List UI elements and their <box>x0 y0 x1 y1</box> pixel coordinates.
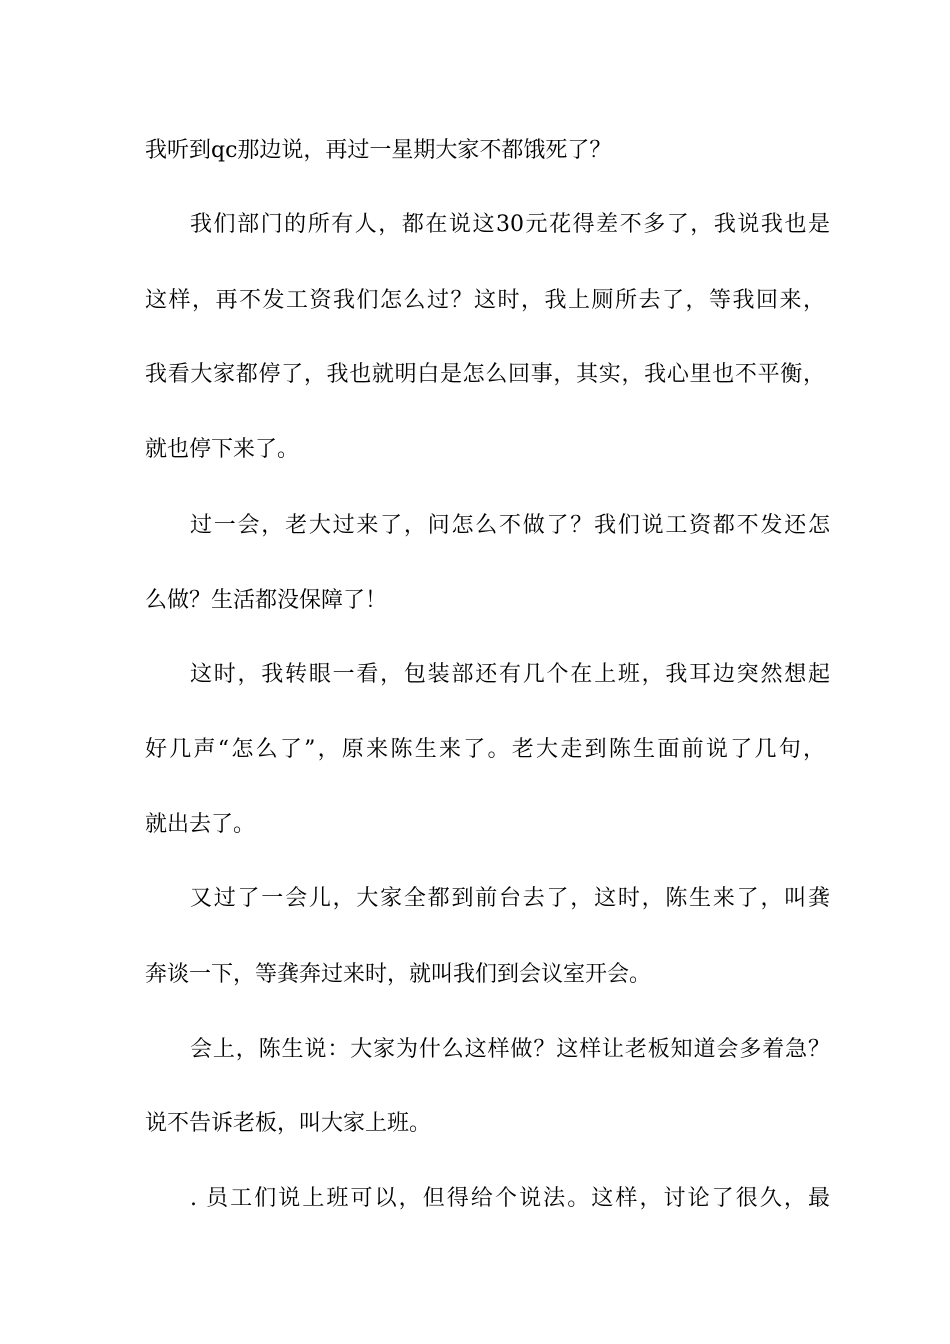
paragraph-first-line: 过一会，老大过来了，问怎么不做了？我们说工资都不发还怎 <box>190 513 830 538</box>
paragraph-first-line: 又过了一会儿，大家全都到前台去了，这时，陈生来了，叫龚 <box>190 886 830 911</box>
text-line: 我听到qc那边说，再过一星期大家不都饿死了？ <box>145 138 612 163</box>
text-line: 这样，再不发工资我们怎么过？这时，我上厕所去了，等我回来， <box>145 288 825 313</box>
paragraph-first-line: . 员工们说上班可以，但得给个说法。这样，讨论了很久，最 <box>190 1186 830 1211</box>
text-line: 么做？生活都没保障了！ <box>145 588 388 613</box>
text-line: 就也停下来了。 <box>145 437 300 462</box>
text-line: 说不告诉老板，叫大家上班。 <box>145 1111 432 1136</box>
text-line: 我看大家都停了，我也就明白是怎么回事，其实，我心里也不平衡， <box>145 362 825 387</box>
paragraph-first-line: 我们部门的所有人，都在说这30元花得差不多了，我说我也是 <box>190 212 830 237</box>
text-line: 就出去了。 <box>145 812 256 837</box>
paragraph-first-line: 会上，陈生说：大家为什么这样做？这样让老板知道会多着急？ <box>190 1037 830 1062</box>
text-line: 奔谈一下，等龚奔过来时，就叫我们到会议室开会。 <box>145 962 652 987</box>
text-line: 好几声“怎么了”，原来陈生来了。老大走到陈生面前说了几句， <box>145 737 825 762</box>
paragraph-first-line: 这时，我转眼一看，包装部还有几个在上班，我耳边突然想起 <box>190 662 830 687</box>
